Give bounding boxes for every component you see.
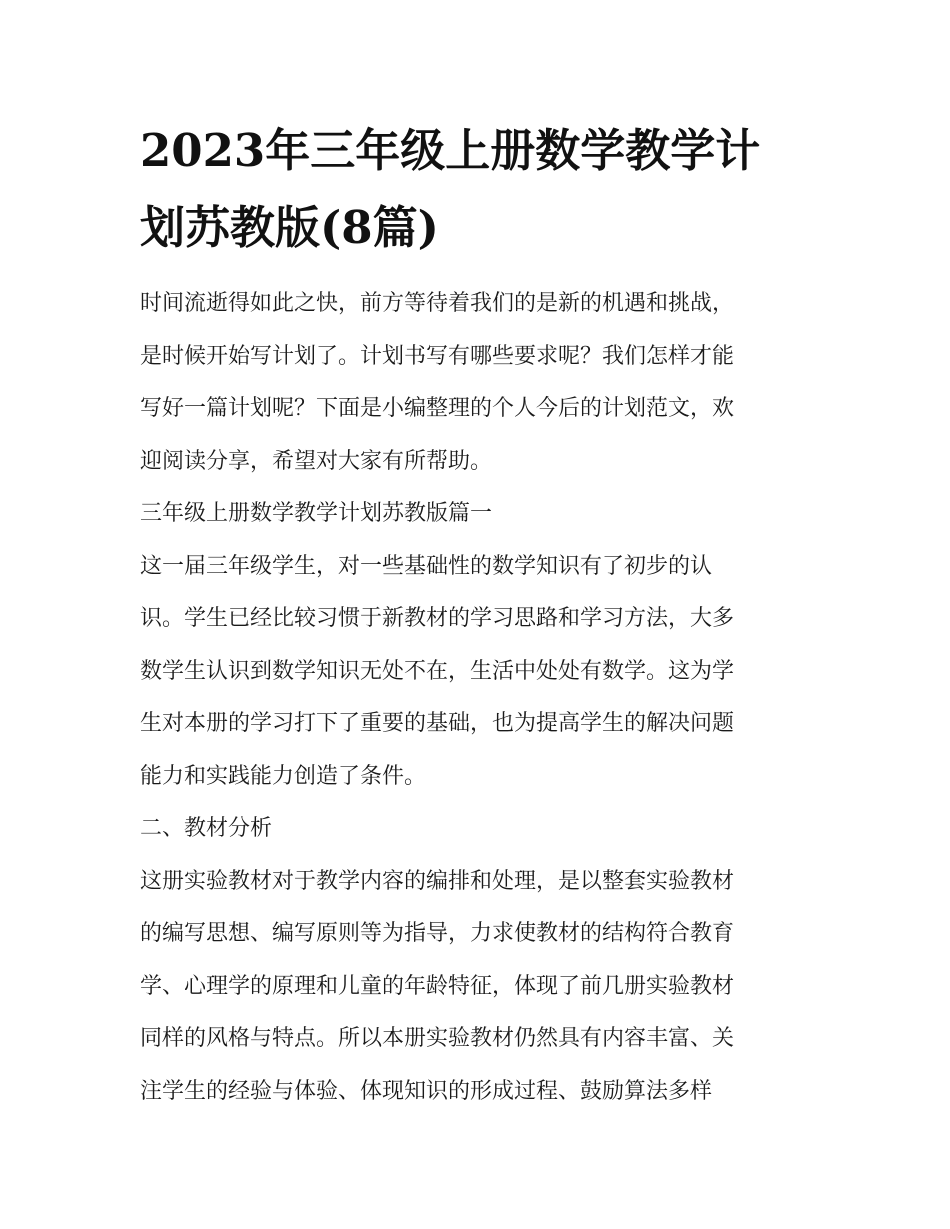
document-title (140, 112, 815, 266)
section-heading: 三年级上册数学教学计划苏教版篇一 (140, 501, 493, 526)
document-page (140, 112, 815, 1118)
text-line: 写好一篇计划呢？下面是小编整理的个人今后的计划范文，欢 (140, 396, 735, 421)
intro-paragraph (140, 278, 815, 488)
text-line: 这一届三年级学生，对一些基础性的数学知识有了初步的认 (140, 553, 713, 579)
text-line: 能力和实践能力创造了条件。 (140, 763, 427, 789)
text-line: 迎阅读分享，希望对大家有所帮助。 (140, 448, 493, 474)
text-line: 是时候开始写计划了。计划书写有哪些要求呢？我们怎样才能 (140, 343, 735, 369)
text-line: 学、心理学的原理和儿童的年龄特征，体现了前几册实验教材 (140, 973, 735, 999)
title-line: 划苏教版(8篇) (140, 201, 439, 254)
text-line: 同样的风格与特点。所以本册实验教材仍然具有内容丰富、关 (140, 1026, 735, 1051)
section1-paragraph (140, 541, 815, 804)
text-line: 数学生认识到数学知识无处不在，生活中处处有数学。这为学 (140, 658, 735, 684)
text-line: 注学生的经验与体验、体现知识的形成过程、鼓励算法多样 (140, 1078, 713, 1104)
text-line: 时间流逝得如此之快，前方等待着我们的是新的机遇和挑战， (140, 291, 735, 316)
text-line: 的编写思想、编写原则等为指导，力求使教材的结构符合教育 (140, 921, 735, 946)
section-heading: 二、教材分析 (140, 816, 273, 841)
text-line: 这册实验教材对于教学内容的编排和处理，是以整套实验教材 (140, 868, 735, 894)
title-line: 2023年三年级上册数学教学计 (140, 124, 761, 177)
text-line: 识。学生已经比较习惯于新教材的学习思路和学习方法，大多 (140, 606, 735, 631)
text-line: 生对本册的学习打下了重要的基础，也为提高学生的解决问题 (140, 711, 735, 736)
section2-paragraph (140, 856, 815, 1119)
